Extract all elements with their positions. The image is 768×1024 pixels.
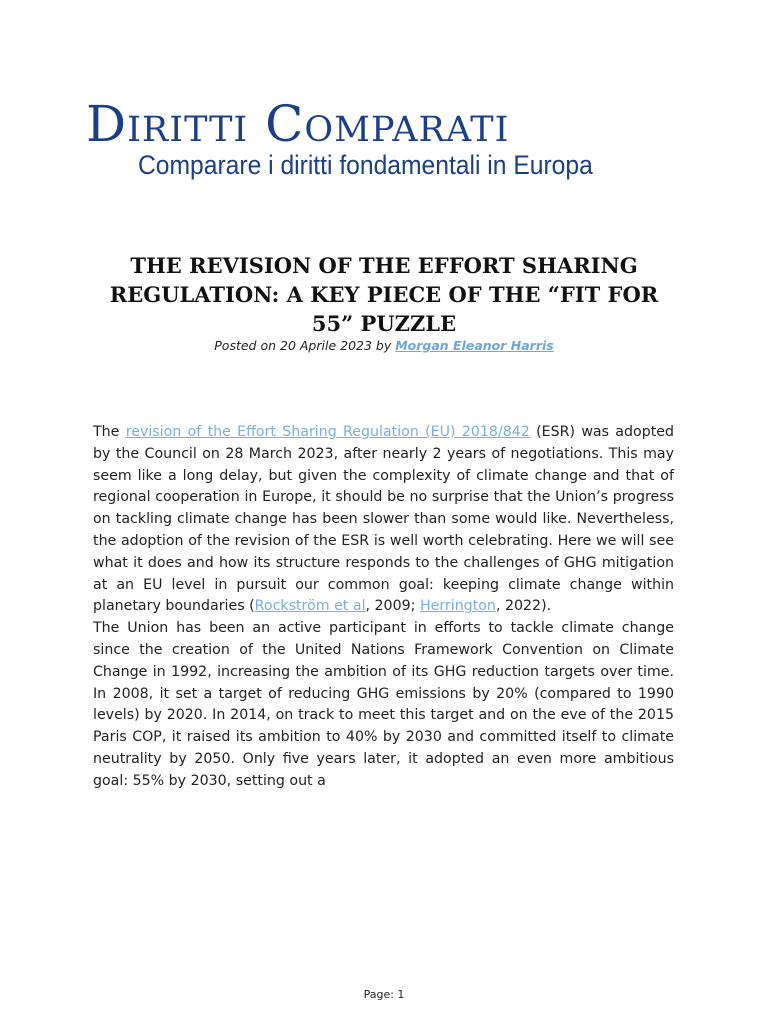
paragraph-2: The Union has been an active participant in efforts to tackle climate change since the creation of the United Nations Framework Convention on Climate Change in 1992, increasing the ambition of its GHG reduction targets over time. In 2008, it set a target of reducing GHG emissions by 20% (compared to 1990 levels) by 2020. In 2014, on track to meet this target and on the eve of the 2015 Paris COP, it raised its ambition to 40% by 2030 and committed itself to climate neutrality by 2050. Only five years later, it adopted an even more ambitious goal: 55% by 2030, setting out a	[93, 620, 674, 789]
paragraph-1	[93, 422, 674, 618]
site-logo[interactable]	[86, 96, 686, 180]
p1-text-3: , 2009;	[365, 598, 420, 615]
article-body	[93, 422, 674, 793]
byline	[86, 338, 682, 354]
rockstrom-link[interactable]: Rockström et al	[254, 598, 366, 615]
article-title: THE REVISION OF THE EFFORT SHARING REGULATION: A KEY PIECE OF THE “FIT FOR 55” PUZZLE	[109, 253, 659, 336]
logo-subtitle: Comparare i diritti fondamentali in Europa	[138, 150, 593, 180]
byline-prefix: Posted on 20 Aprile 2023 by	[214, 338, 396, 353]
p1-text-1: The	[93, 424, 126, 440]
p1-text-4: , 2022).	[495, 598, 552, 615]
logo-title: Diritti Comparati	[86, 95, 510, 153]
esr-revision-link[interactable]: revision of the Effort Sharing Regulation (EU) 2018/842	[125, 424, 530, 440]
page-number: Page: 1	[363, 988, 405, 1001]
author-link[interactable]: Morgan Eleanor Harris	[395, 338, 554, 353]
p1-text-2: (ESR) was adopted by the Council on 28 March 2023, after nearly 2 years of negotiations. This may seem like a long delay, but given the complexity of climate change and that of regional cooperation in Europe, it should be no surprise that the Union’s progress on tackling climate change has been slower than some would like. Nevertheless, the adoption of the revision of the ESR is well worth celebrating. Here we will see what it does and how its structure responds to the challenges of GHG mitigation at an EU level in pursuit our common goal: keeping climate change within planetary boundaries (	[93, 424, 674, 615]
herrington-link[interactable]: Herrington	[419, 598, 496, 615]
